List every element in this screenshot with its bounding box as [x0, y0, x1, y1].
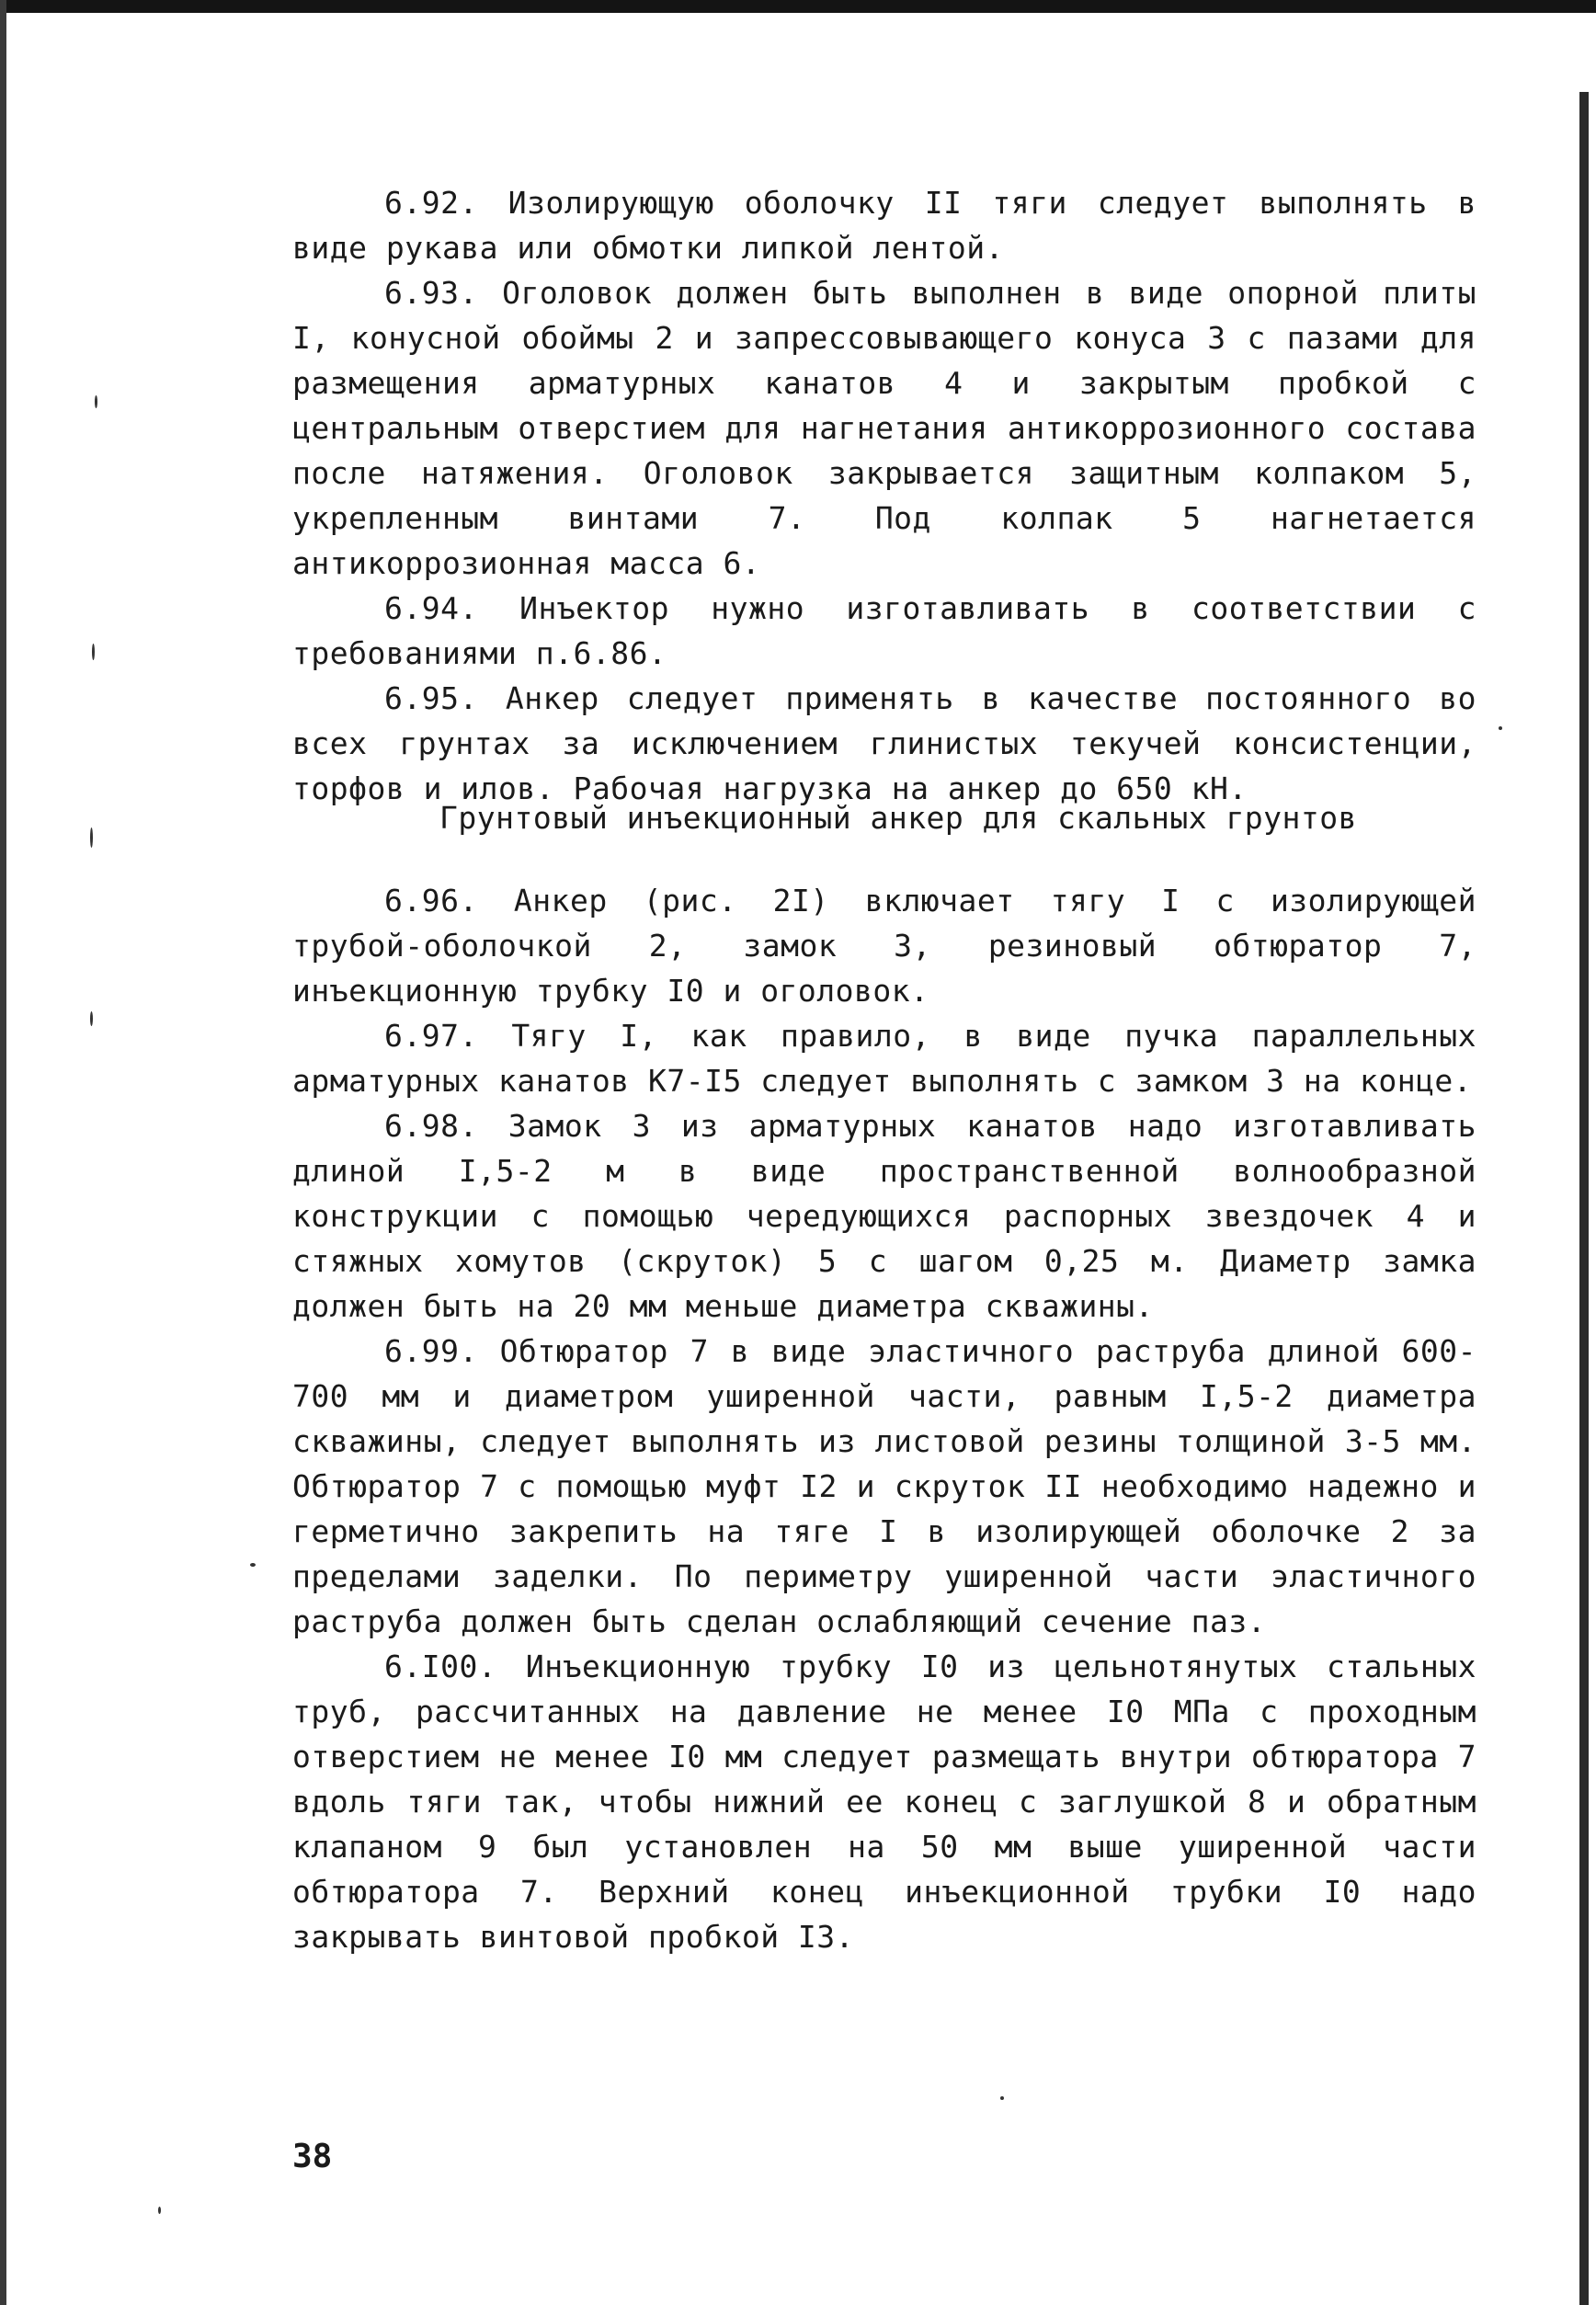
- paragraph-6-97: 6.97. Тягу I, как правило, в виде пучка параллельных арматурных канатов К7-I5 следует выполнять с замком 3 на конце.: [292, 1018, 1476, 1099]
- paragraph-6-98: 6.98. Замок 3 из арматурных канатов надо изготавливать длиной I,5-2 м в виде пространственной волнообразной конструкции с помощью чередующихся распорных звездочек 4 и стяжных хомутов (скруток) 5 с шагом 0,25 м. Диаметр замка должен быть на 20 мм меньше диаметра скважины.: [292, 1108, 1476, 1324]
- scan-speck: [90, 1011, 93, 1026]
- scan-left-border: [0, 0, 6, 2305]
- paragraph-6-96: 6.96. Анкер (рис. 2I) включает тягу I с изолирующей трубой-оболочкой 2, замок 3, резиновый обтюратор 7, инъекционную трубку I0 и оголовок.: [292, 883, 1476, 1009]
- scan-speck: [90, 827, 93, 848]
- scan-speck: [92, 644, 95, 660]
- scan-speck: [1499, 726, 1502, 730]
- scan-speck: [158, 2207, 161, 2214]
- scan-top-border: [0, 0, 1596, 13]
- scan-speck: [250, 1563, 256, 1567]
- paragraph-6-94: 6.94. Инъектор нужно изготавливать в соответствии с требованиями п.6.86.: [292, 590, 1476, 671]
- paragraph-6-92: 6.92. Изолирующую оболочку II тяги следует выполнять в виде рукава или обмотки липкой лентой.: [292, 185, 1476, 266]
- scan-speck: [95, 395, 97, 408]
- section-heading: Грунтовый инъекционный анкер для скальных грунтов: [439, 800, 1358, 836]
- paragraph-6-95: 6.95. Анкер следует применять в качестве постоянного во всех грунтах за исключением глинистых текучей консистенции, торфов и илов. Рабочая нагрузка на анкер до 650 кН.: [292, 680, 1476, 806]
- scan-speck: [1000, 2096, 1004, 2100]
- scan-right-edge: [1579, 92, 1589, 2305]
- page-number: 38: [292, 2138, 333, 2175]
- text-block-bottom: [292, 878, 1476, 1959]
- paragraph-6-93: 6.93. Оголовок должен быть выполнен в виде опорной плиты I, конусной обоймы 2 и запрессовывающего конуса 3 с пазами для размещения арматурных канатов 4 и закрытым пробкой с центральным отверстием для нагнетания антикоррозионного состава после натяжения. Оголовок закрывается защитным колпаком 5, укрепленным винтами 7. Под колпак 5 нагнетается антикоррозионная масса 6.: [292, 275, 1476, 581]
- paragraph-6-100: 6.I00. Инъекционную трубку I0 из цельнотянутых стальных труб, рассчитанных на давление не менее I0 МПа с проходным отверстием не менее I0 мм следует размещать внутри обтюратора 7 вдоль тяги так, чтобы нижний ее конец с заглушкой 8 и обратным клапаном 9 был установлен на 50 мм выше уширенной части обтюратора 7. Верхний конец инъекционной трубки I0 надо закрывать винтовой пробкой I3.: [292, 1649, 1476, 1955]
- text-block-top: [292, 180, 1476, 811]
- paragraph-6-99: 6.99. Обтюратор 7 в виде эластичного раструба длиной 600-700 мм и диаметром уширенной части, равным I,5-2 диаметра скважины, следует выполнять из листовой резины толщиной 3-5 мм. Обтюратор 7 с помощью муфт I2 и скруток II необходимо надежно и герметично закрепить на тяге I в изолирующей оболочке 2 за пределами заделки. По периметру уширенной части эластичного раструба должен быть сделан ослабляющий сечение паз.: [292, 1333, 1476, 1639]
